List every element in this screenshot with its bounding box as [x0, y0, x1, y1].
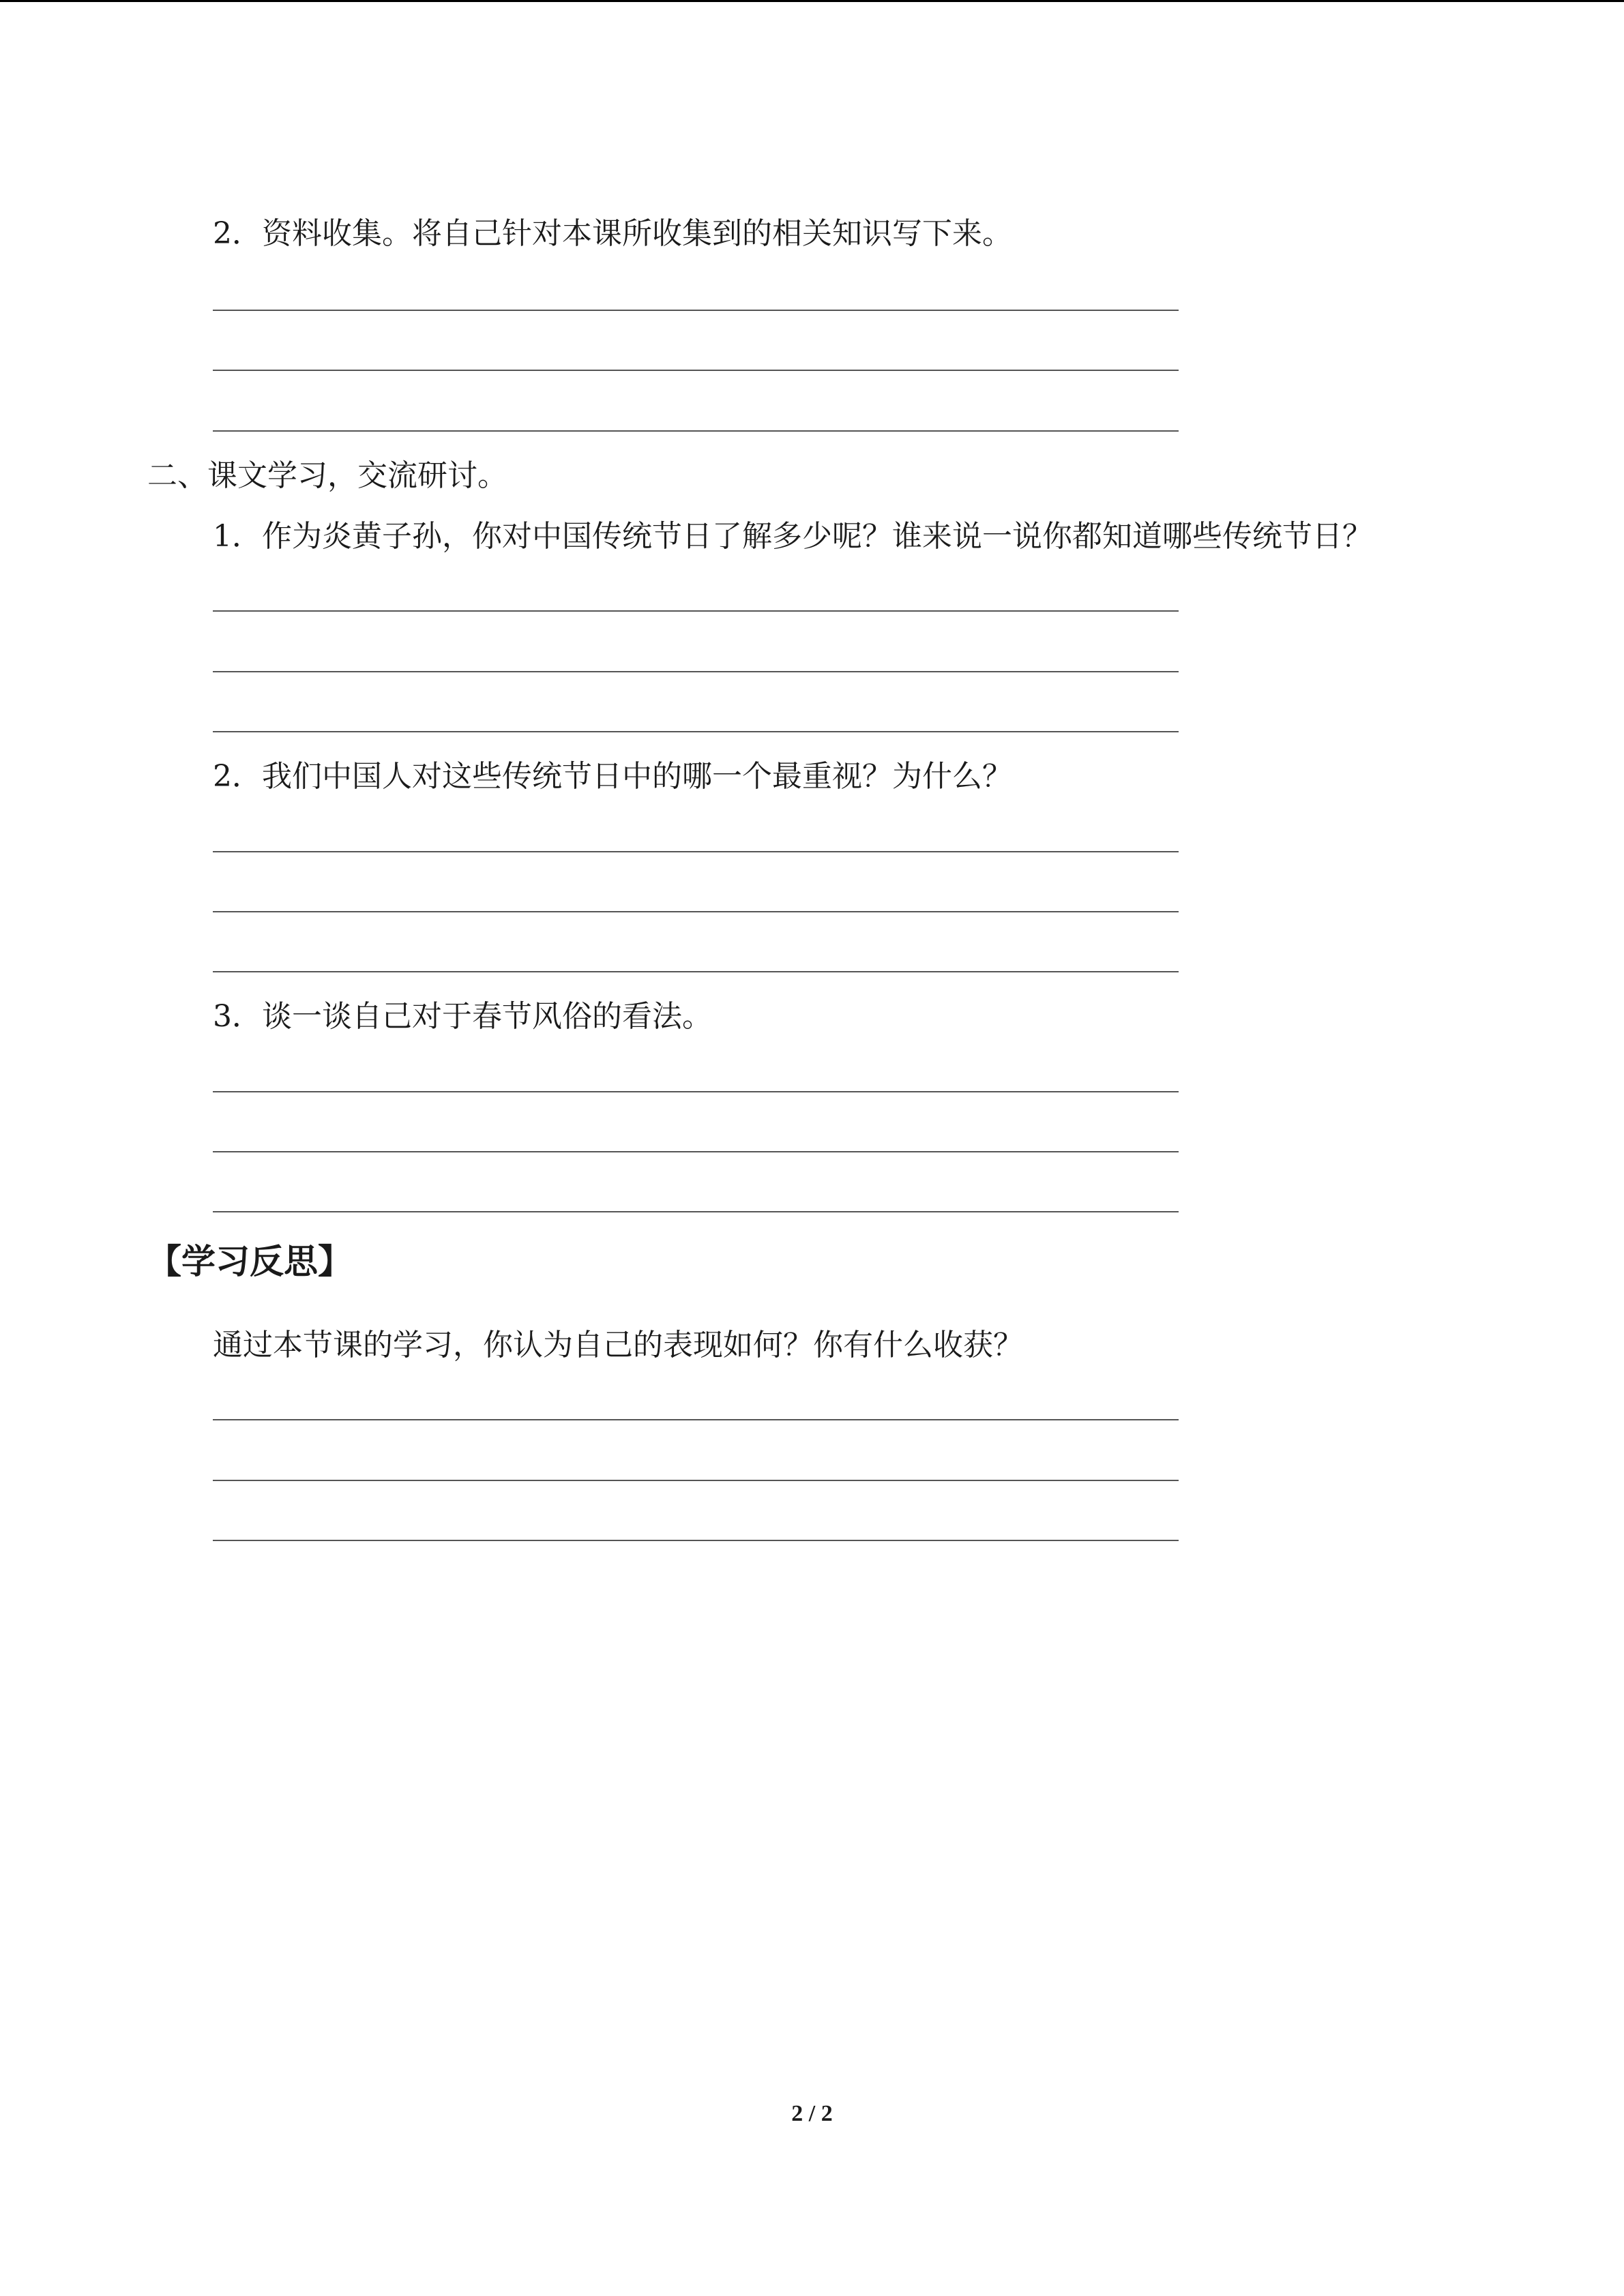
answer-line[interactable] — [213, 971, 1179, 972]
reflection-heading: 【学习反思】 — [147, 1242, 352, 1281]
answer-line[interactable] — [213, 1419, 1179, 1420]
page-number: 2 / 2 — [791, 2101, 833, 2126]
answer-line[interactable] — [213, 610, 1179, 612]
page-top-border — [0, 0, 1624, 2]
answer-line[interactable] — [213, 911, 1179, 912]
answer-line[interactable] — [213, 1151, 1179, 1152]
question-most-valued-festival: 2．我们中国人对这些传统节日中的哪一个最重视？为什么？ — [213, 759, 1012, 794]
question-resource-collection: 2．资料收集。将自己针对本课所收集到的相关知识写下来。 — [213, 216, 1012, 251]
answer-line[interactable] — [213, 671, 1179, 672]
answer-line[interactable] — [213, 1540, 1179, 1541]
answer-line[interactable] — [213, 1091, 1179, 1092]
reflection-prompt: 通过本节课的学习，你认为自己的表现如何？你有什么收获？ — [213, 1328, 1023, 1362]
question-traditional-festivals: 1．作为炎黄子孙，你对中国传统节日了解多少呢？谁来说一说你都知道哪些传统节日？ — [213, 519, 1372, 554]
answer-line[interactable] — [213, 310, 1179, 311]
section-title-text-study: 二、课文学习，交流研讨。 — [147, 458, 507, 493]
question-spring-festival-customs: 3．谈一谈自己对于春节风俗的看法。 — [213, 999, 712, 1034]
answer-line[interactable] — [213, 430, 1179, 432]
answer-line[interactable] — [213, 731, 1179, 732]
answer-line[interactable] — [213, 1480, 1179, 1481]
answer-line[interactable] — [213, 1211, 1179, 1212]
answer-line[interactable] — [213, 370, 1179, 371]
answer-line[interactable] — [213, 851, 1179, 852]
